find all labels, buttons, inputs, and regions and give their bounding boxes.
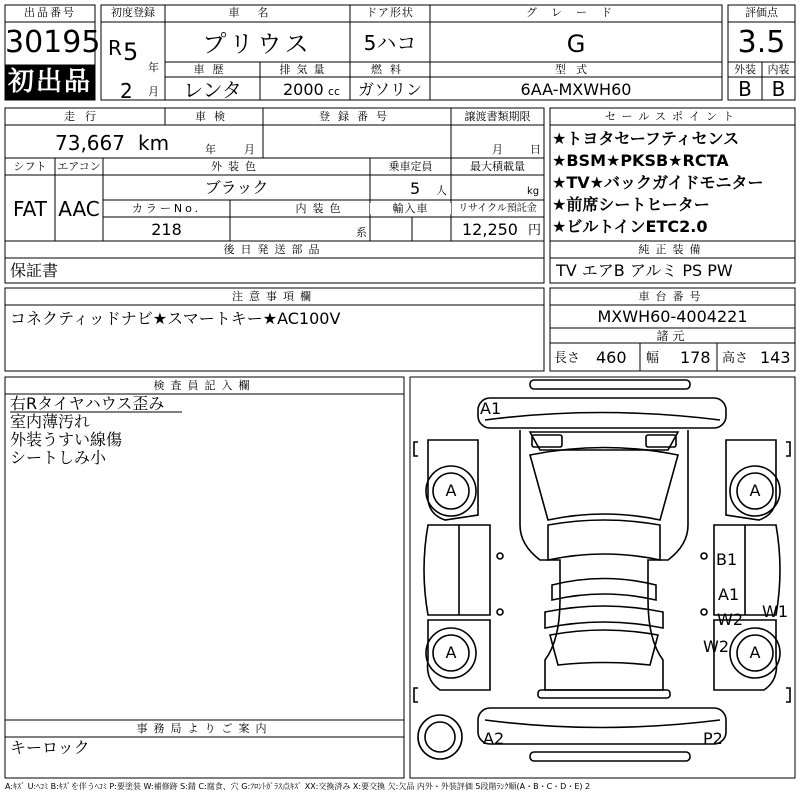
- equipment: TV エアB アルミ PS PW: [556, 261, 733, 280]
- mileage-unit: km: [138, 131, 170, 155]
- color-number: 218: [151, 220, 182, 239]
- lot-no-label: 出品番号: [24, 6, 76, 19]
- displacement-unit: cc: [328, 85, 341, 98]
- sales-point: ★トヨタセーフティセンス: [552, 129, 740, 148]
- mileage-label: 走行: [64, 110, 106, 123]
- color-no-label: カラーNo.: [131, 202, 202, 215]
- sales-point: ★ビルトインETC2.0: [552, 217, 708, 236]
- interior-color-label: 内装色: [295, 202, 347, 215]
- inspector-label: 検査員記入欄: [153, 379, 256, 392]
- interior-color-unit: 系: [356, 226, 367, 239]
- transfer-label: 譲渡書類期限: [464, 110, 531, 123]
- air-conditioner: AAC: [58, 197, 100, 221]
- displacement: 2000: [283, 80, 324, 99]
- sales-point: ★BSM★PKSB★RCTA: [552, 151, 729, 170]
- load-unit: kg: [527, 186, 540, 197]
- reg-no-label: 登録番号: [319, 110, 395, 123]
- office-note: キーロック: [10, 738, 90, 757]
- seats-unit: 人: [436, 184, 447, 197]
- door-label: ドア形状: [366, 6, 414, 19]
- inspector-line: 外装うすい線傷: [10, 430, 123, 449]
- shift-label: シフト: [13, 160, 47, 173]
- shift: FAT: [12, 197, 47, 221]
- model-label: 型式: [555, 63, 597, 76]
- mark-a1-door: A1: [718, 585, 740, 604]
- mark-a1-front: A1: [480, 399, 502, 418]
- history: レンタ: [183, 78, 242, 102]
- length-label: 長さ: [554, 351, 581, 366]
- notes: コネクティッドナビ★スマートキー★AC100V: [10, 309, 341, 328]
- width: 178: [680, 348, 711, 367]
- sales-point: ★TV★バックガイドモニター: [552, 173, 764, 192]
- overall-score: 3.5: [737, 25, 786, 60]
- sales-point: ★前席シートヒーター: [552, 195, 710, 214]
- fuel-label: 燃料: [371, 63, 409, 76]
- mark-a2: A2: [483, 729, 505, 748]
- model-code: 6AA-MXWH60: [520, 80, 632, 99]
- mileage: 73,667: [55, 131, 125, 155]
- inspector-line: シートしみ小: [10, 448, 107, 467]
- car-name-label: 車名: [228, 6, 287, 19]
- history-label: 車歴: [193, 63, 232, 76]
- recycle-label: リサイクル預託金: [458, 203, 537, 214]
- later-parts: 保証書: [10, 261, 59, 280]
- mark-w2-fender: W2: [703, 637, 729, 656]
- ac-label: エアコン: [57, 160, 101, 173]
- import-label: 輸入車: [370, 203, 451, 214]
- transfer-month-unit: 月: [492, 143, 503, 156]
- mark-tire-rl: A: [445, 643, 457, 662]
- inspection-label: 車検: [195, 110, 233, 123]
- seats: 5: [410, 179, 421, 198]
- first-listing-badge: 初出品: [7, 67, 92, 97]
- height-label: 高さ: [722, 351, 749, 366]
- chassis-label: 車台番号: [638, 290, 707, 303]
- later-parts-label: 後日発送部品: [223, 243, 326, 256]
- mark-tire-fr: A: [749, 481, 761, 500]
- inspection-month-unit: 月: [244, 143, 255, 156]
- inspection-year-unit: 年: [205, 143, 216, 156]
- office-label: 事務局よりご案内: [136, 722, 273, 735]
- first-reg-era: R: [108, 36, 122, 60]
- seats-label: 乗車定員: [388, 160, 433, 173]
- month-unit: 月: [148, 85, 159, 98]
- car-name: プリウス: [202, 30, 313, 58]
- first-reg-month: 2: [120, 79, 133, 103]
- interior-grade: B: [771, 77, 786, 101]
- displacement-label: 排気量: [279, 63, 331, 76]
- grade: G: [566, 30, 586, 58]
- color: ブラック: [204, 178, 269, 197]
- legend: A:ｷｽﾞ U:ﾍｺﾐ B:ｷｽﾞを伴うﾍｺﾐ P:要塗装 W:補修跡 S:錆 C:腐食、穴 G:ﾌﾛﾝﾄｶﾞﾗｽ点ｷｽﾞ XX:交換済み X:要交換 欠:欠品 内外・外装評価 5段階ﾗﾝｸ順(A・B・C・D・E) 2: [5, 782, 591, 791]
- inspector-line: 室内薄汚れ: [10, 412, 91, 431]
- fuel: ガソリン: [357, 80, 422, 99]
- chassis-number: MXWH60-4004221: [597, 307, 748, 326]
- mark-b1: B1: [716, 550, 738, 569]
- transfer-day-unit: 日: [530, 143, 541, 156]
- load-label: 最大積載量: [470, 160, 525, 173]
- inspector-line: 右Rタイヤハウス歪み: [10, 394, 165, 413]
- interior-label: 内装: [767, 63, 790, 76]
- equipment-label: 純正装備: [638, 243, 707, 256]
- score-label: 評価点: [745, 6, 778, 19]
- notes-label: 注意事項欄: [232, 290, 317, 303]
- dims-label: 諸元: [656, 329, 689, 343]
- height: 143: [760, 348, 791, 367]
- mark-w1: W1: [762, 602, 788, 621]
- grade-label: グレード: [526, 6, 626, 19]
- mark-tire-fl: A: [445, 481, 457, 500]
- first-reg-label: 初度登録: [111, 6, 155, 19]
- mark-p2: P2: [703, 729, 723, 748]
- door-type: 5ハコ: [363, 31, 417, 55]
- recycle-fee: 12,250: [462, 220, 518, 239]
- recycle-unit: 円: [528, 223, 542, 238]
- mark-w2-door: W2: [717, 610, 743, 629]
- color-label: 外装色: [211, 160, 262, 173]
- exterior-grade: B: [738, 77, 752, 101]
- car-diagram: [414, 380, 790, 761]
- year-unit: 年: [148, 61, 159, 74]
- sales-points-label: セールスポイント: [604, 110, 740, 123]
- first-reg-year: 5: [123, 38, 139, 66]
- length: 460: [596, 348, 627, 367]
- mark-tire-rr: A: [749, 643, 761, 662]
- width-label: 幅: [646, 351, 660, 366]
- lot-number: 30195: [5, 25, 101, 60]
- exterior-label: 外装: [734, 63, 756, 76]
